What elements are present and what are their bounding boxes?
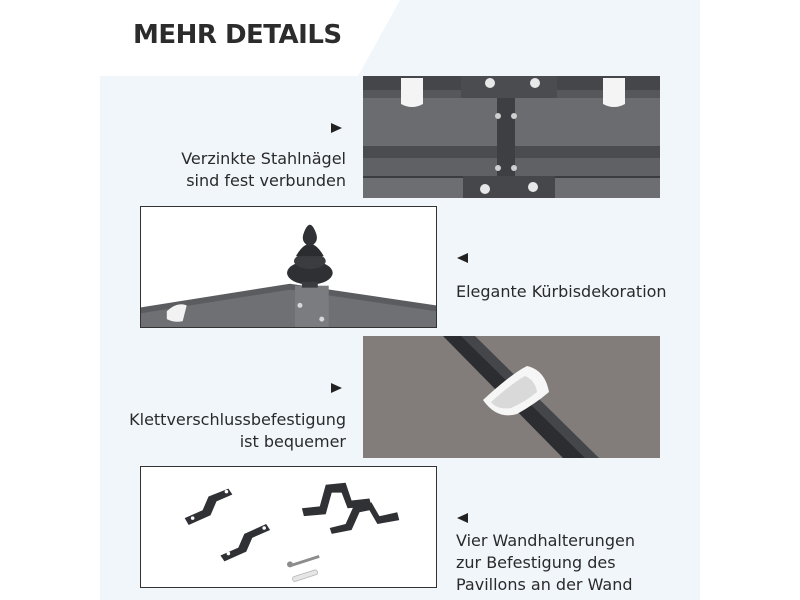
pointer-arrow-icon (457, 513, 468, 523)
caption-line: ist bequemer (239, 432, 346, 451)
feature-caption-steel-nails (140, 148, 346, 192)
feature-caption-pumpkin-decoration (456, 281, 696, 303)
feature-caption-velcro (110, 409, 346, 453)
wall-brackets-photo (140, 466, 437, 588)
pointer-arrow-icon (331, 383, 342, 393)
caption-line: zur Befestigung des (456, 553, 616, 572)
page-title: MEHR DETAILS (133, 20, 342, 50)
velcro-strap-photo (363, 336, 660, 458)
feature-caption-wall-brackets (456, 530, 696, 596)
pointer-arrow-icon (331, 123, 342, 133)
caption-line: sind fest verbunden (186, 171, 346, 190)
caption-line: Pavillons an der Wand (456, 575, 633, 594)
pumpkin-finial-photo (140, 206, 437, 328)
caption-line: Verzinkte Stahlnägel (181, 149, 346, 168)
caption-line: Elegante Kürbisdekoration (456, 282, 667, 301)
caption-line: Vier Wandhalterungen (456, 531, 635, 550)
pointer-arrow-icon (457, 253, 468, 263)
galvanized-steel-joint-photo (363, 76, 660, 198)
caption-line: Klettverschlussbefestigung (129, 410, 346, 429)
